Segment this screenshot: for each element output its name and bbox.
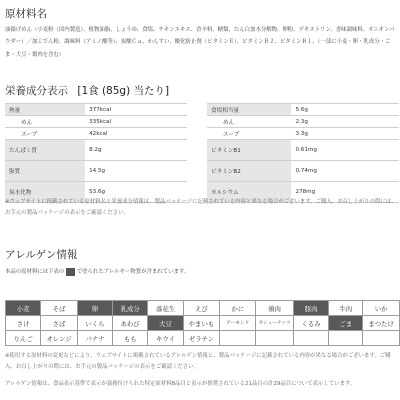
raw-materials-title: 原材料名 [5, 8, 47, 20]
allergen-note-1: ※使用する原材料の変更などにより、ウェブサイトに掲載されているアレルゲン情報と、製品パッケージに記載されている内容が異なる場合がございます。ご購入、お召し上がりの際には、お手元の製品パッケージの表示をご確認ください。 [5, 353, 391, 370]
nutrition-title-label: 栄養成分表示 [5, 85, 68, 97]
nutrition-row [207, 161, 399, 182]
nutrient-label: ビタミンB1 [207, 140, 291, 161]
raw-materials-text: 油揚げめん（小麦粉（国内製造）、植物油脂、しょうゆ、食塩、チキンエキス、香辛料、糖類、たん白加水分解物、卵粉、デキストリン、香味調味料、オニオンパウダー）／加工でん粉、調味料（アミノ酸等）、炭酸Ｃａ、かんすい、酸化防止剤（ビタミンＥ）、ビタミンＢ２、ビタミンＢ１、（一部に小麦・卵・乳成分・ごま・大豆・鶏肉を含む） [5, 27, 395, 58]
nutrient-label: スープ [207, 128, 291, 140]
allergen-cell: まつたけ [363, 316, 400, 331]
allergen-cell: 乳成分 [113, 301, 148, 316]
nutrient-value: 278mg [291, 182, 399, 203]
nutrient-value: 0.74mg [291, 161, 399, 182]
allergen-cell: いくら [77, 316, 112, 331]
allergen-cell: さば [41, 316, 77, 331]
allergen-cell: くるみ [293, 316, 328, 331]
nutrient-value: 2.3g [291, 116, 399, 128]
nutrition-row [207, 116, 399, 128]
nutrition-table-right [207, 103, 399, 203]
allergen-cell: ごま [329, 316, 363, 331]
nutrient-label: カルシウム [207, 182, 291, 203]
nutrition-title [5, 83, 169, 98]
allergen-cell: かに [220, 301, 256, 316]
nutrition-row [5, 104, 187, 116]
nutrient-value: 5.6g [291, 104, 399, 116]
allergen-cell: りんご [6, 331, 41, 346]
allergen-cell-empty [256, 331, 294, 346]
nutrient-label: めん [5, 116, 85, 128]
nutrient-value: 14.5g [85, 161, 187, 182]
nutrient-label: スープ [5, 128, 85, 140]
allergen-cell: やまいも [183, 316, 220, 331]
allergen-note-2: アレルゲン情報は、食品表示基準で表示が義務付けられた特定原材料8品目と表示が推奨されている21品目の計29品目について表示しています。 [5, 381, 356, 387]
nutrition-note: ※ウェブサイトに掲載されている原材料名と栄養成分情報は、製品パッケージに記載されている内容と異なる場合がございます。ご購入、お召し上がりの際には、お手元の製品パッケージの表示をご確認ください。 [5, 199, 397, 216]
nutrition-table-left [5, 103, 187, 203]
nutrient-value: 377kcal [85, 104, 187, 116]
allergen-row [6, 316, 400, 331]
nutrient-value: 42kcal [85, 128, 187, 140]
allergen-cell: もも [113, 331, 148, 346]
nutrient-label: 炭水化物 [5, 182, 85, 203]
allergen-cell: さけ [6, 316, 41, 331]
allergen-intro [5, 266, 397, 278]
allergen-row [6, 301, 400, 316]
nutrition-row [207, 128, 399, 140]
allergen-cell: オレンジ [41, 331, 77, 346]
nutrition-row [5, 116, 187, 128]
allergen-title: アレルゲン情報 [5, 249, 78, 261]
allergen-cell: いか [363, 301, 400, 316]
allergen-cell-empty [293, 331, 328, 346]
nutrient-label: 食塩相当量 [207, 104, 291, 116]
allergen-cell: 大豆 [148, 316, 183, 331]
nutrient-label: 熱量 [5, 104, 85, 116]
allergen-cell: 牛肉 [329, 301, 363, 316]
allergen-cell-empty [220, 331, 256, 346]
allergen-cell: ゼラチン [183, 331, 220, 346]
nutrient-value: 0.61mg [291, 140, 399, 161]
nutrition-row [5, 128, 187, 140]
allergen-intro-after: で塗られたアレルギー物質が含まれています。 [76, 269, 190, 275]
allergen-cell: キウイ [148, 331, 183, 346]
allergen-cell: カシューナッツ [256, 316, 294, 331]
allergen-cell: バナナ [77, 331, 112, 346]
allergen-cell: アーモンド [220, 316, 256, 331]
nutrient-label: めん [207, 116, 291, 128]
nutrition-serving-unit: [1食 (85g) 当たり] [77, 85, 170, 97]
allergen-cell: 落花生 [148, 301, 183, 316]
allergen-grid [5, 300, 400, 346]
allergen-row [6, 331, 400, 346]
nutrition-row [207, 104, 399, 116]
nutrient-value: 335kcal [85, 116, 187, 128]
allergen-intro-before: 本品の原材料には下表の [5, 269, 65, 275]
nutrition-row [207, 140, 399, 161]
nutrition-row [5, 140, 187, 161]
allergen-cell: そば [41, 301, 77, 316]
nutrient-label: 脂質 [5, 161, 85, 182]
allergen-cell: 小麦 [6, 301, 41, 316]
allergen-legend-swatch [66, 268, 75, 276]
allergen-cell-empty [363, 331, 400, 346]
nutrition-row [5, 161, 187, 182]
nutrient-value: 3.3g [291, 128, 399, 140]
allergen-cell-empty [329, 331, 363, 346]
nutrient-label: たんぱく質 [5, 140, 85, 161]
allergen-cell: 卵 [77, 301, 112, 316]
allergen-cell: あわび [113, 316, 148, 331]
allergen-cell: 豚肉 [293, 301, 328, 316]
nutrient-value: 53.6g [85, 182, 187, 203]
allergen-cell: 鶏肉 [256, 301, 294, 316]
nutrient-value: 8.2g [85, 140, 187, 161]
allergen-cell: えび [183, 301, 220, 316]
nutrient-label: ビタミンB2 [207, 161, 291, 182]
